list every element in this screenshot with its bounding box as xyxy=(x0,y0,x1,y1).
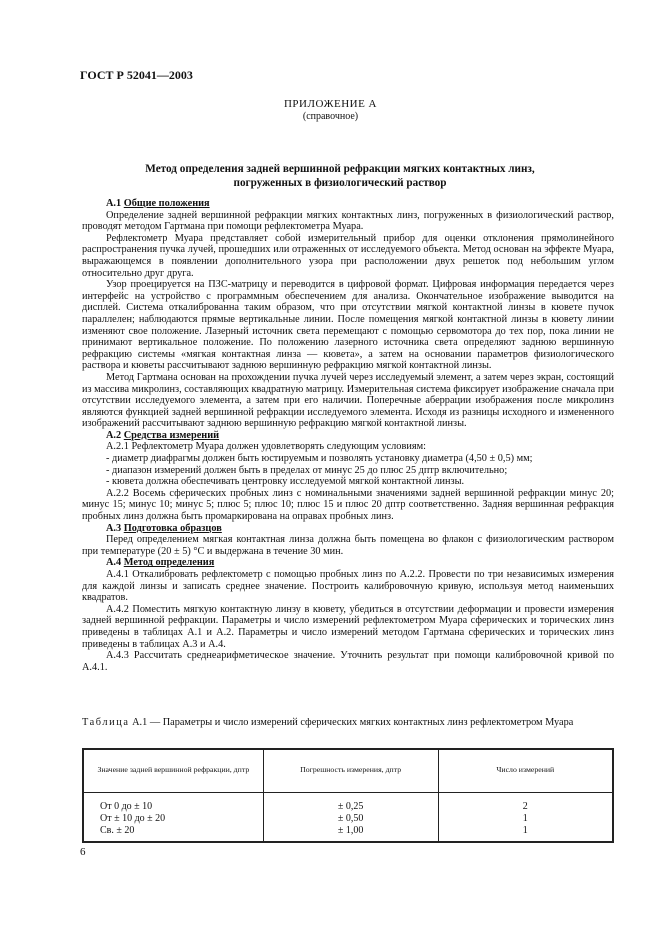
table-cell: От 0 до ± 10 xyxy=(83,793,263,814)
section-heading-a4: А.4 Метод определения xyxy=(106,557,215,569)
table-header-row xyxy=(83,749,613,793)
table-cell: 1 xyxy=(438,813,613,825)
list-item: - диаметр диафрагмы должен быть юстируемым и позволять установку диаметра (4,50 ± 0,5) мм; xyxy=(106,453,533,465)
paragraph: А.2.1 Рефлектометр Муара должен удовлетворять следующим условиям: xyxy=(106,441,426,453)
table-row xyxy=(83,813,613,825)
document-body xyxy=(82,198,614,673)
paragraph: Узор проецируется на ПЗС-матрицу и переводится в цифровой формат. Цифровая информация передается через интерфейс на устройство с программным обеспечением для анализа. Окончательное изображение выводится на дисплей. Система откалиброванна таким образом, что при отсутствии мягкой контактной линзы в кювете пучок параллелен; наблюдаются прямые вертикальные линии. После помещения мягкой контактной линзы в кювету линии изменяют свое положение. Лазерный источник света перемещают с помощью сервомотора до тех пор, пока линии не принимают вертикальное положение. По положению лазерного источника света определяют заднюю вершинную рефракцию системы «мягкая контактная линза — кювета», а затем на основании параметров физиологического раствора и кюветы рассчитывают заднюю вершинную рефракцию мягкой контактной линзы. xyxy=(82,279,614,372)
document-title xyxy=(100,163,580,190)
document-title-line1: Метод определения задней вершинной рефракции мягких контактных линз, xyxy=(145,163,535,175)
table-cell: 1 xyxy=(438,825,613,842)
page-number: 6 xyxy=(80,846,86,858)
paragraph: Метод Гартмана основан на прохождении пучка лучей через исследуемый элемент, а затем через экран, состоящий из массива микролинз, составляющих квадратную матрицу. Измерительная система фиксирует изображение сначала при отсутствии исследуемого элемента, а затем при его наличии. Поперечные аберрации изображения после микролинз являются функцией задней вершинной рефракции исследуемого элемента. Исходя из разницы исходного и измененного изображений рассчитывают заднюю вершинную рефракцию мягкой контактной линзы. xyxy=(82,371,614,430)
table-row xyxy=(83,825,613,842)
table-cell: ± 0,25 xyxy=(263,793,438,814)
paragraph: А.2.2 Восемь сферических пробных линз с номинальными значениями задней вершинной рефракции минус 20; минус 15; минус 10; минус 5; плюс 5; плюс 10; плюс 15 и плюс 20 дптр соответственно. Задняя вершинная рефракция пробных линз должна быть промаркирована на оправах пробных линз. xyxy=(82,487,614,523)
table-cell: ± 1,00 xyxy=(263,825,438,842)
table-row xyxy=(83,793,613,814)
paragraph: А.4.3 Рассчитать среднеарифметическое значение. Уточнить результат при помощи калибровочной кривой по А.4.1. xyxy=(82,650,614,673)
table-caption-text: А.1 — Параметры и число измерений сферических мягких контактных линз рефлектометром Муара xyxy=(132,717,574,728)
list-item: - диапазон измерений должен быть в пределах от минус 25 до плюс 25 дптр включительно; xyxy=(106,464,508,476)
paragraph: Рефлектометр Муара представляет собой измерительный прибор для оценки отклонения прямолинейного распространения пучка лучей, прошедших или отраженных от исследуемого объекта. Метод основан на эффекте Муара, выражающемся в появлении дополнительного узора при расположении двух решеток под небольшим углом относительно друг друга. xyxy=(82,232,614,279)
section-heading-a2: А.2 Средства измерений xyxy=(106,429,220,441)
table-header-cell: Погрешность измерения, дптр xyxy=(263,749,438,793)
table-a1 xyxy=(82,748,614,843)
section-heading-a3: А.3 Подготовка образцов xyxy=(106,522,222,534)
annex-title: ПРИЛОЖЕНИЕ А xyxy=(283,98,377,110)
table-cell: От ± 10 до ± 20 xyxy=(83,813,263,825)
paragraph: А.4.1 Откалибровать рефлектометр с помощью пробных линз по А.2.2. Провести по три независимых измерения для каждой линзы и записать среднее значение. Построить калибровочную кривую, используя метод наименьших квадратов. xyxy=(82,569,614,604)
paragraph: Перед определением мягкая контактная линза должна быть помещена во флакон с физиологическим раствором при температуре (20 ± 5) °С и выдержана в течение 30 мин. xyxy=(82,534,614,557)
paragraph: А.4.2 Поместить мягкую контактную линзу в кювету, убедиться в отсутствии деформации и провести измерения задней вершинной рефракции. Параметры и число измерений рефлектометром Муара сферических и торических линз приведены в таблицах А.1 и А.2. Параметры и число измерений методом Гартмана сферических и торических линз приведены в таблицах А.3 и А.4. xyxy=(82,603,614,650)
table-header-cell: Число измерений xyxy=(438,749,613,793)
table-cell: ± 0,50 xyxy=(263,813,438,825)
annex-kind: (справочное) xyxy=(302,111,359,122)
section-heading-a1: А.1 Общие положения xyxy=(106,198,210,209)
table-cell: 2 xyxy=(438,793,613,814)
standard-number: ГОСТ Р 52041—2003 xyxy=(80,68,193,82)
table-header-cell: Значение задней вершинной рефракции, дптр xyxy=(83,749,263,793)
table-cell: Св. ± 20 xyxy=(83,825,263,842)
document-title-line2: погруженных в физиологический раствор xyxy=(233,176,447,189)
list-item: - кювета должна обеспечивать центровку исследуемой мягкой контактной линзы. xyxy=(106,476,465,488)
paragraph: Определение задней вершинной рефракции мягких контактных линз, погруженных в физиологический раствор, проводят методом Гартмана при помощи рефлектометра Муара. xyxy=(82,209,614,233)
table-caption xyxy=(82,717,614,729)
table-label: Таблица xyxy=(82,717,130,728)
